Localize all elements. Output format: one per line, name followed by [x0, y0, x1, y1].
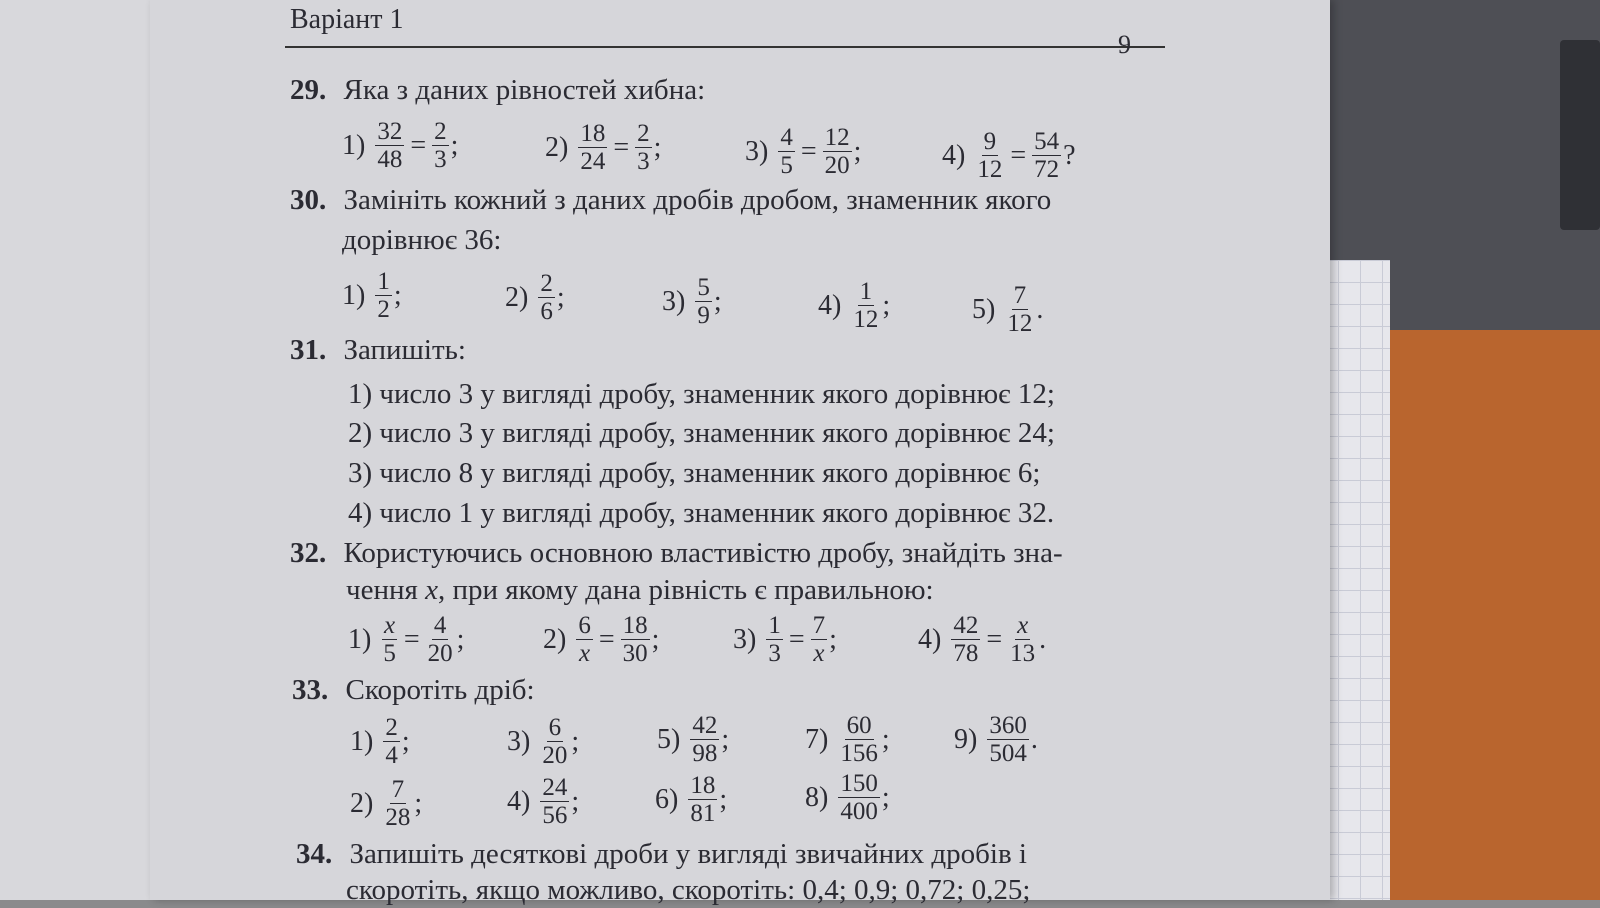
- fraction: [690, 712, 719, 767]
- numerator: 54: [1034, 128, 1060, 155]
- question-number: 33.: [292, 674, 329, 706]
- numerator: 24: [542, 774, 568, 801]
- question-34: [296, 836, 1027, 872]
- item-label: 2): [350, 787, 374, 819]
- denominator: 6: [540, 298, 553, 325]
- denominator: 156: [840, 740, 878, 767]
- denominator: 12: [853, 306, 879, 333]
- numerator: 9: [983, 128, 997, 155]
- fraction: [621, 612, 650, 667]
- q32-item-4: [918, 612, 1046, 667]
- equals-sign: =: [598, 623, 615, 655]
- numerator: 4: [433, 612, 447, 639]
- q33-item-1: [350, 714, 410, 769]
- denominator: 24: [580, 148, 606, 175]
- numerator: 7: [391, 776, 405, 803]
- numerator: 18: [622, 612, 648, 639]
- fraction: [1008, 612, 1037, 667]
- q29-item-3: [745, 124, 861, 179]
- question-text: Скоротіть дріб:: [345, 674, 535, 706]
- question-29: [290, 72, 705, 108]
- denominator: 48: [377, 146, 403, 173]
- numerator: 2: [540, 270, 553, 297]
- question-text: Яка з даних рівностей хибна:: [343, 74, 706, 106]
- punctuation: ;: [450, 129, 459, 161]
- q29-item-2: [545, 120, 661, 175]
- fraction: [823, 124, 852, 179]
- denominator: 98: [692, 740, 718, 767]
- fraction: [951, 612, 980, 667]
- fraction: [688, 772, 717, 827]
- denominator: 12: [1007, 310, 1033, 337]
- fraction: [1032, 128, 1061, 183]
- numerator: 4: [780, 124, 793, 151]
- numerator: 360: [989, 712, 1027, 739]
- equals-sign: =: [410, 129, 427, 161]
- punctuation: ;: [719, 783, 728, 815]
- item-label: 4): [942, 139, 966, 171]
- numerator: 60: [846, 712, 872, 739]
- question-31: [290, 332, 466, 368]
- denominator: 504: [989, 740, 1027, 767]
- punctuation: ?: [1063, 139, 1076, 171]
- fraction: [987, 712, 1029, 767]
- numerator: 2: [434, 118, 447, 145]
- question-number: 31.: [290, 334, 327, 366]
- numerator: 150: [840, 770, 878, 797]
- item-label: 5): [972, 293, 996, 325]
- dark-object-edge: [1560, 40, 1600, 230]
- numerator: 7: [1013, 282, 1027, 309]
- q30-item-2: [505, 270, 565, 325]
- equals-sign: =: [800, 135, 817, 167]
- question-number: 32.: [290, 537, 327, 569]
- q33-item-5: [657, 712, 729, 767]
- denominator: x: [813, 640, 825, 667]
- denominator: 3: [637, 148, 650, 175]
- q32-item-3: [733, 612, 837, 667]
- q30-item-4: [818, 278, 890, 333]
- item-label: 3): [745, 135, 769, 167]
- punctuation: ;: [653, 131, 662, 163]
- denominator: 20: [427, 640, 453, 667]
- denominator: 28: [385, 804, 411, 831]
- numerator: 1: [768, 612, 781, 639]
- fraction: [383, 714, 400, 769]
- denominator: 9: [697, 302, 710, 329]
- q33-item-8: [805, 770, 890, 825]
- fraction: [540, 774, 569, 829]
- denominator: 5: [780, 152, 793, 179]
- question-32: [290, 535, 1063, 571]
- question-text: Запишіть:: [343, 334, 466, 366]
- punctuation: .: [1030, 723, 1038, 755]
- punctuation: ;: [571, 785, 580, 817]
- denominator: 20: [824, 152, 850, 179]
- fraction: [538, 270, 555, 325]
- item-label: 6): [655, 783, 679, 815]
- equals-sign: =: [403, 623, 420, 655]
- punctuation: ;: [651, 623, 660, 655]
- question-30-continued: дорівнює 36:: [342, 224, 502, 256]
- denominator: 13: [1010, 640, 1036, 667]
- question-32-continued: [346, 572, 934, 608]
- item-label: 5): [657, 723, 681, 755]
- numerator: 5: [697, 274, 710, 301]
- numerator: 42: [692, 712, 718, 739]
- fraction: [635, 120, 652, 175]
- fraction: [540, 714, 569, 769]
- numerator: x: [1017, 612, 1029, 639]
- item-label: 1): [342, 279, 366, 311]
- item-label: 8): [805, 781, 829, 813]
- equals-sign: =: [613, 131, 630, 163]
- fraction: [383, 776, 412, 831]
- fraction: [381, 612, 398, 667]
- fraction: [811, 612, 828, 667]
- question-text: Запишіть десяткові дроби у вигляді звичайних дробів і: [349, 838, 1027, 870]
- fraction: [975, 128, 1004, 183]
- denominator: 12: [977, 156, 1003, 183]
- question-text-part: , при якому дана рівність є правильною:: [437, 574, 934, 606]
- fraction: [576, 612, 593, 667]
- numerator: 6: [578, 612, 591, 639]
- equals-sign: =: [986, 623, 1003, 655]
- q31-line-3: 3) число 8 у вигляді дробу, знаменник якого дорівнює 6;: [348, 457, 1041, 489]
- q33-item-2: [350, 776, 422, 831]
- q32-item-1: [348, 612, 464, 667]
- punctuation: ;: [393, 279, 402, 311]
- denominator: 4: [385, 742, 398, 769]
- q30-item-5: [972, 282, 1043, 337]
- question-text: Замініть кожний з даних дробів дробом, знаменник якого: [343, 184, 1052, 216]
- q31-line-2: 2) число 3 у вигляді дробу, знаменник якого дорівнює 24;: [348, 417, 1055, 449]
- punctuation: ;: [881, 723, 890, 755]
- fraction: [1005, 282, 1034, 337]
- fraction: [838, 712, 880, 767]
- denominator: x: [579, 640, 591, 667]
- punctuation: ;: [853, 135, 862, 167]
- fraction: [375, 118, 404, 173]
- q33-item-4: [507, 774, 579, 829]
- punctuation: ;: [881, 781, 890, 813]
- q33-item-3: [507, 714, 579, 769]
- numerator: 18: [690, 772, 716, 799]
- equals-sign: =: [788, 623, 805, 655]
- q29-item-1: [342, 118, 458, 173]
- numerator: 2: [385, 714, 398, 741]
- punctuation: ;: [556, 281, 565, 313]
- variable-x: x: [425, 574, 438, 606]
- punctuation: .: [1039, 623, 1047, 655]
- item-label: 3): [733, 623, 757, 655]
- punctuation: ;: [829, 623, 837, 655]
- item-label: 1): [350, 725, 374, 757]
- q29-item-4: [942, 128, 1076, 183]
- question-number: 29.: [290, 74, 327, 106]
- numerator: 7: [812, 612, 826, 639]
- fraction: [851, 278, 880, 333]
- punctuation: ;: [571, 725, 580, 757]
- punctuation: ;: [721, 723, 730, 755]
- numerator: 1: [377, 268, 390, 295]
- q33-item-6: [655, 772, 727, 827]
- item-label: 1): [348, 623, 372, 655]
- q32-item-2: [543, 612, 659, 667]
- q33-item-9: [954, 712, 1038, 767]
- q30-item-1: [342, 268, 402, 323]
- fraction: [432, 118, 449, 173]
- variant-title: Варіант 1: [290, 4, 404, 35]
- fraction: [778, 124, 795, 179]
- denominator: 20: [542, 742, 568, 769]
- denominator: 5: [383, 640, 396, 667]
- item-label: 9): [954, 723, 978, 755]
- punctuation: ;: [401, 725, 410, 757]
- denominator: 78: [953, 640, 979, 667]
- denominator: 3: [434, 146, 447, 173]
- numerator: 32: [377, 118, 403, 145]
- fraction: [695, 274, 712, 329]
- item-label: 4): [918, 623, 942, 655]
- denominator: 56: [542, 802, 568, 829]
- item-label: 2): [505, 281, 529, 313]
- item-label: 2): [545, 131, 569, 163]
- item-label: 1): [342, 129, 366, 161]
- numerator: x: [384, 612, 396, 639]
- question-number: 30.: [290, 184, 327, 216]
- punctuation: ;: [456, 623, 465, 655]
- question-text-part: чення: [346, 574, 426, 606]
- item-label: 3): [507, 725, 531, 757]
- equals-sign: =: [1010, 139, 1027, 171]
- q31-line-4: 4) число 1 у вигляді дробу, знаменник якого дорівнює 32.: [348, 497, 1055, 529]
- denominator: 81: [690, 800, 716, 827]
- question-30: [290, 182, 1051, 218]
- item-label: 4): [818, 289, 842, 321]
- item-label: 3): [662, 285, 686, 317]
- q30-item-3: [662, 274, 722, 329]
- numerator: 2: [637, 120, 650, 147]
- punctuation: .: [1036, 293, 1044, 325]
- question-number: 34.: [296, 838, 333, 870]
- q33-item-7: [805, 712, 890, 767]
- question-33: [292, 672, 535, 708]
- denominator: 400: [840, 798, 878, 825]
- item-label: 2): [543, 623, 567, 655]
- book-page: [150, 0, 1330, 900]
- left-paper-edge: [0, 0, 160, 900]
- header-rule: [285, 46, 1165, 48]
- denominator: 2: [377, 296, 390, 323]
- fraction: [375, 268, 392, 323]
- fraction: [838, 770, 880, 825]
- fraction: [766, 612, 783, 667]
- item-label: 4): [507, 785, 531, 817]
- denominator: 72: [1034, 156, 1060, 183]
- punctuation: ;: [713, 285, 722, 317]
- punctuation: ;: [882, 289, 891, 321]
- numerator: 1: [859, 278, 873, 305]
- fraction: [426, 612, 455, 667]
- q31-line-1: 1) число 3 у вигляді дробу, знаменник якого дорівнює 12;: [348, 378, 1055, 410]
- question-34-continued: скоротіть, якщо можливо, скоротіть: 0,4; 0,9; 0,72; 0,25;: [346, 874, 1031, 906]
- fraction: [578, 120, 607, 175]
- punctuation: ;: [414, 787, 423, 819]
- page-number: 9: [1118, 30, 1131, 59]
- denominator: 3: [768, 640, 781, 667]
- denominator: 30: [622, 640, 648, 667]
- numerator: 18: [580, 120, 606, 147]
- item-label: 7): [805, 723, 829, 755]
- numerator: 42: [953, 612, 979, 639]
- question-text: Користуючись основною властивістю дробу, знайдіть зна-: [343, 537, 1063, 569]
- numerator: 6: [548, 714, 562, 741]
- numerator: 12: [824, 124, 850, 151]
